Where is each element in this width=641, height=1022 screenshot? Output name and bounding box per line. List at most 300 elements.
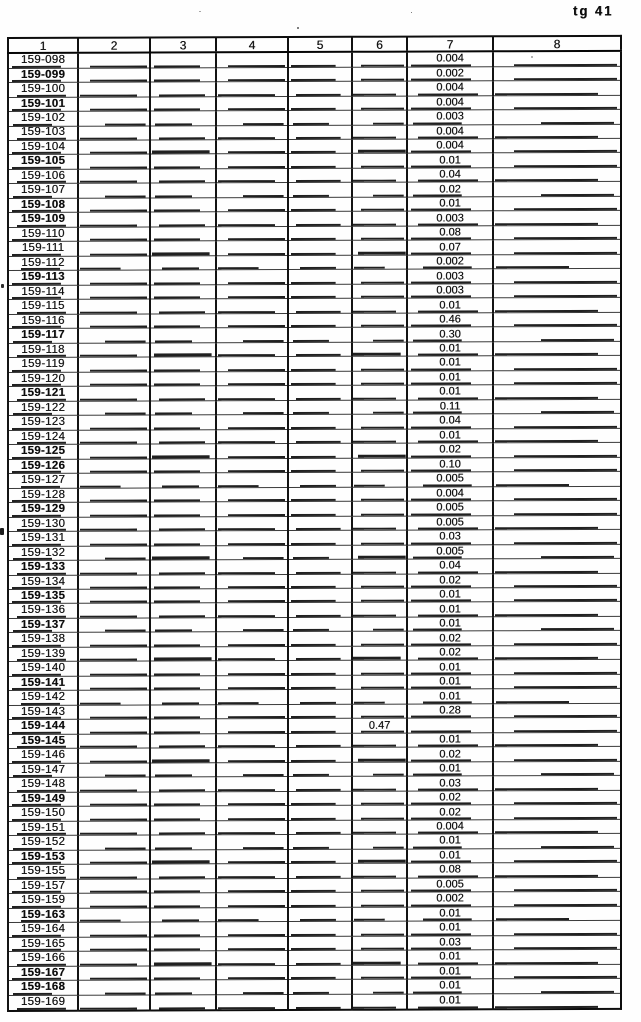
empty-cell bbox=[288, 357, 352, 372]
value-cell: 0.02 bbox=[407, 747, 493, 762]
empty-cell bbox=[352, 892, 407, 907]
empty-cell bbox=[493, 356, 621, 371]
empty-cell bbox=[352, 965, 407, 980]
empty-cell bbox=[150, 285, 216, 300]
empty-cell bbox=[216, 284, 288, 299]
empty-cell bbox=[216, 342, 288, 357]
empty-cell bbox=[493, 587, 621, 602]
empty-cell bbox=[352, 429, 407, 444]
empty-cell bbox=[216, 560, 288, 575]
empty-cell bbox=[78, 966, 150, 981]
value-cell: 0.005 bbox=[407, 544, 493, 559]
empty-cell bbox=[216, 140, 288, 155]
empty-cell bbox=[493, 515, 621, 530]
row-id-cell: 159-147 bbox=[8, 763, 78, 778]
empty-cell bbox=[288, 516, 352, 531]
empty-cell bbox=[78, 415, 150, 430]
empty-cell bbox=[493, 834, 621, 849]
empty-cell bbox=[493, 645, 621, 660]
empty-cell bbox=[150, 169, 216, 184]
empty-cell bbox=[288, 921, 352, 936]
scan-speck bbox=[199, 11, 201, 12]
row-id-cell: 159-168 bbox=[8, 980, 78, 995]
empty-cell bbox=[78, 632, 150, 647]
empty-cell bbox=[216, 820, 288, 835]
row-id-cell: 159-118 bbox=[8, 343, 78, 358]
column-header-4: 4 bbox=[216, 37, 288, 52]
empty-cell bbox=[150, 52, 216, 67]
empty-cell bbox=[288, 270, 352, 285]
empty-cell bbox=[352, 487, 407, 502]
value-cell: 0.01 bbox=[407, 950, 493, 965]
empty-cell bbox=[352, 298, 407, 313]
value-cell: 0.01 bbox=[407, 921, 493, 936]
value-cell: 0.02 bbox=[407, 182, 493, 197]
empty-cell bbox=[352, 96, 407, 111]
empty-cell bbox=[493, 935, 621, 950]
empty-cell bbox=[352, 67, 407, 82]
row-id-cell: 159-109 bbox=[8, 213, 78, 228]
empty-cell bbox=[352, 414, 407, 429]
empty-cell bbox=[78, 82, 150, 97]
row-id-cell: 159-143 bbox=[8, 705, 78, 720]
empty-cell bbox=[78, 517, 150, 532]
empty-cell bbox=[493, 993, 621, 1009]
value-cell: 0.04 bbox=[407, 559, 493, 574]
row-id-cell: 159-163 bbox=[8, 908, 78, 923]
row-id-cell: 159-151 bbox=[8, 821, 78, 836]
empty-cell bbox=[150, 487, 216, 502]
empty-cell bbox=[352, 154, 407, 169]
value-cell: 0.02 bbox=[407, 805, 493, 820]
empty-cell bbox=[78, 792, 150, 807]
value-cell: 0.003 bbox=[407, 211, 493, 226]
empty-cell bbox=[352, 139, 407, 154]
row-id-cell: 159-123 bbox=[8, 415, 78, 430]
empty-cell bbox=[78, 575, 150, 590]
value-cell: 0.02 bbox=[407, 443, 493, 458]
empty-cell bbox=[493, 602, 621, 617]
empty-cell bbox=[352, 863, 407, 878]
empty-cell bbox=[150, 227, 216, 242]
empty-cell bbox=[288, 96, 352, 111]
empty-cell bbox=[216, 168, 288, 183]
value-cell: 0.03 bbox=[407, 530, 493, 545]
empty-cell bbox=[216, 936, 288, 951]
empty-cell bbox=[216, 994, 288, 1010]
empty-cell bbox=[352, 183, 407, 198]
empty-cell bbox=[288, 226, 352, 241]
empty-cell bbox=[78, 937, 150, 952]
empty-cell bbox=[493, 920, 621, 935]
empty-cell bbox=[216, 646, 288, 661]
empty-cell bbox=[352, 994, 407, 1010]
value-cell: 0.07 bbox=[407, 240, 493, 255]
empty-cell bbox=[78, 502, 150, 517]
empty-cell bbox=[150, 531, 216, 546]
empty-cell bbox=[288, 110, 352, 125]
empty-cell bbox=[352, 501, 407, 516]
empty-cell bbox=[78, 430, 150, 445]
column-header-6: 6 bbox=[352, 37, 407, 52]
empty-cell bbox=[78, 531, 150, 546]
column-header-5: 5 bbox=[288, 37, 352, 52]
empty-cell bbox=[150, 458, 216, 473]
data-table bbox=[7, 35, 622, 1012]
row-id-cell: 159-125 bbox=[8, 444, 78, 459]
empty-cell bbox=[288, 748, 352, 763]
value-cell: 0.01 bbox=[407, 197, 493, 212]
empty-cell bbox=[78, 473, 150, 488]
empty-cell bbox=[216, 96, 288, 111]
empty-cell bbox=[78, 459, 150, 474]
empty-cell bbox=[352, 950, 407, 965]
empty-cell bbox=[216, 82, 288, 97]
row-id-cell: 159-102 bbox=[8, 111, 78, 126]
value-cell: 0.004 bbox=[407, 81, 493, 96]
empty-cell bbox=[493, 196, 621, 211]
empty-cell bbox=[352, 212, 407, 227]
empty-cell bbox=[150, 386, 216, 401]
value-cell: 0.01 bbox=[407, 385, 493, 400]
value-cell: 0.004 bbox=[407, 139, 493, 154]
empty-cell bbox=[150, 502, 216, 517]
value-cell: 0.005 bbox=[407, 472, 493, 487]
empty-cell bbox=[352, 979, 407, 994]
empty-cell bbox=[493, 500, 621, 515]
empty-cell bbox=[150, 849, 216, 864]
empty-cell bbox=[78, 734, 150, 749]
empty-cell bbox=[216, 777, 288, 792]
empty-cell bbox=[78, 198, 150, 213]
empty-cell bbox=[493, 370, 621, 385]
row-id-cell: 159-149 bbox=[8, 792, 78, 807]
empty-cell bbox=[288, 588, 352, 603]
value-cell: 0.02 bbox=[407, 573, 493, 588]
empty-cell bbox=[150, 314, 216, 329]
empty-cell bbox=[352, 733, 407, 748]
empty-cell bbox=[150, 67, 216, 82]
empty-cell bbox=[288, 371, 352, 386]
empty-cell bbox=[150, 922, 216, 937]
row-id-cell: 159-153 bbox=[8, 850, 78, 865]
empty-cell bbox=[352, 400, 407, 415]
table-row bbox=[8, 993, 621, 1011]
empty-cell bbox=[216, 965, 288, 980]
empty-cell bbox=[493, 443, 621, 458]
empty-cell bbox=[78, 661, 150, 676]
empty-cell bbox=[150, 545, 216, 560]
value-cell: 0.01 bbox=[407, 153, 493, 168]
empty-cell bbox=[288, 299, 352, 314]
empty-cell bbox=[78, 690, 150, 705]
empty-cell bbox=[150, 951, 216, 966]
value-cell: 0.004 bbox=[407, 51, 493, 66]
value-cell: 0.01 bbox=[407, 762, 493, 777]
value-cell: 0.28 bbox=[407, 704, 493, 719]
empty-cell bbox=[150, 690, 216, 705]
empty-cell bbox=[288, 458, 352, 473]
row-id-cell: 159-120 bbox=[8, 372, 78, 387]
empty-cell bbox=[352, 226, 407, 241]
row-id-cell: 159-137 bbox=[8, 618, 78, 633]
empty-cell bbox=[352, 921, 407, 936]
empty-cell bbox=[150, 603, 216, 618]
row-id-cell: 159-100 bbox=[8, 82, 78, 97]
empty-cell bbox=[150, 763, 216, 778]
empty-cell bbox=[288, 632, 352, 647]
empty-cell bbox=[216, 878, 288, 893]
value-cell: 0.10 bbox=[407, 457, 493, 472]
empty-cell bbox=[288, 443, 352, 458]
empty-cell bbox=[150, 270, 216, 285]
empty-cell bbox=[493, 689, 621, 704]
empty-cell bbox=[493, 761, 621, 776]
empty-cell bbox=[150, 241, 216, 256]
row-id-cell: 159-099 bbox=[8, 68, 78, 83]
empty-cell bbox=[288, 139, 352, 154]
empty-cell bbox=[352, 791, 407, 806]
empty-cell bbox=[78, 995, 150, 1011]
empty-cell bbox=[216, 415, 288, 430]
empty-cell bbox=[352, 284, 407, 299]
empty-cell bbox=[78, 212, 150, 227]
value-cell: 0.01 bbox=[407, 675, 493, 690]
empty-cell bbox=[493, 703, 621, 718]
empty-cell bbox=[352, 574, 407, 589]
empty-cell bbox=[78, 777, 150, 792]
value-cell: 0.01 bbox=[407, 602, 493, 617]
value-cell: 0.03 bbox=[407, 776, 493, 791]
value-cell: 0.02 bbox=[407, 791, 493, 806]
row-id-cell: 159-164 bbox=[8, 922, 78, 937]
empty-cell bbox=[288, 472, 352, 487]
value-cell: 0.002 bbox=[407, 255, 493, 270]
empty-cell bbox=[352, 632, 407, 647]
empty-cell bbox=[150, 429, 216, 444]
empty-cell bbox=[493, 906, 621, 921]
empty-cell bbox=[150, 936, 216, 951]
value-cell: 0.004 bbox=[407, 486, 493, 501]
empty-cell bbox=[493, 254, 621, 269]
empty-cell bbox=[150, 748, 216, 763]
empty-cell bbox=[150, 806, 216, 821]
row-id-cell: 159-167 bbox=[8, 966, 78, 981]
empty-cell bbox=[288, 603, 352, 618]
empty-cell bbox=[216, 111, 288, 126]
empty-cell bbox=[216, 502, 288, 517]
empty-cell bbox=[78, 140, 150, 155]
empty-cell bbox=[216, 357, 288, 372]
empty-cell bbox=[352, 342, 407, 357]
empty-cell bbox=[288, 52, 352, 67]
row-id-cell: 159-116 bbox=[8, 314, 78, 329]
empty-cell bbox=[352, 472, 407, 487]
row-id-cell: 159-140 bbox=[8, 662, 78, 677]
empty-cell bbox=[150, 705, 216, 720]
empty-cell bbox=[78, 68, 150, 83]
empty-cell bbox=[150, 516, 216, 531]
empty-cell bbox=[288, 559, 352, 574]
empty-cell bbox=[150, 980, 216, 995]
empty-cell bbox=[78, 835, 150, 850]
value-cell: 0.47 bbox=[352, 718, 407, 733]
empty-cell bbox=[150, 183, 216, 198]
empty-cell bbox=[78, 285, 150, 300]
empty-cell bbox=[493, 544, 621, 559]
empty-cell bbox=[150, 212, 216, 227]
empty-cell bbox=[493, 660, 621, 675]
empty-cell bbox=[78, 256, 150, 271]
empty-cell bbox=[288, 950, 352, 965]
empty-cell bbox=[78, 951, 150, 966]
empty-cell bbox=[493, 747, 621, 762]
value-cell: 0.01 bbox=[407, 689, 493, 704]
table-body bbox=[8, 51, 621, 1011]
empty-cell bbox=[78, 488, 150, 503]
value-cell: 0.003 bbox=[407, 110, 493, 125]
scan-speck bbox=[531, 56, 533, 58]
empty-cell bbox=[352, 559, 407, 574]
empty-cell bbox=[150, 256, 216, 271]
empty-cell bbox=[288, 429, 352, 444]
empty-cell bbox=[288, 255, 352, 270]
empty-cell bbox=[216, 690, 288, 705]
empty-cell bbox=[78, 357, 150, 372]
row-id-cell: 159-106 bbox=[8, 169, 78, 184]
empty-cell bbox=[150, 661, 216, 676]
value-cell: 0.01 bbox=[407, 298, 493, 313]
empty-cell bbox=[493, 211, 621, 226]
empty-cell bbox=[493, 109, 621, 124]
empty-cell bbox=[150, 400, 216, 415]
empty-cell bbox=[288, 849, 352, 864]
empty-cell bbox=[78, 154, 150, 169]
empty-cell bbox=[288, 675, 352, 690]
empty-cell bbox=[493, 51, 621, 67]
row-id-cell: 159-117 bbox=[8, 329, 78, 344]
empty-cell bbox=[288, 501, 352, 516]
value-cell: 0.01 bbox=[407, 906, 493, 921]
empty-cell bbox=[493, 674, 621, 689]
empty-cell bbox=[493, 341, 621, 356]
value-cell: 0.04 bbox=[407, 414, 493, 429]
empty-cell bbox=[150, 560, 216, 575]
empty-cell bbox=[288, 863, 352, 878]
empty-cell bbox=[216, 574, 288, 589]
empty-cell bbox=[493, 819, 621, 834]
empty-cell bbox=[352, 646, 407, 661]
empty-cell bbox=[352, 443, 407, 458]
value-cell: 0.01 bbox=[407, 617, 493, 632]
empty-cell bbox=[352, 125, 407, 140]
empty-cell bbox=[150, 415, 216, 430]
empty-cell bbox=[216, 632, 288, 647]
empty-cell bbox=[288, 820, 352, 835]
empty-cell bbox=[216, 52, 288, 67]
empty-cell bbox=[216, 748, 288, 763]
row-id-cell: 159-124 bbox=[8, 430, 78, 445]
empty-cell bbox=[216, 603, 288, 618]
empty-cell bbox=[150, 328, 216, 343]
empty-cell bbox=[78, 893, 150, 908]
empty-cell bbox=[288, 154, 352, 169]
row-id-cell: 159-098 bbox=[8, 53, 78, 68]
empty-cell bbox=[288, 936, 352, 951]
empty-cell bbox=[288, 241, 352, 256]
empty-cell bbox=[150, 734, 216, 749]
empty-cell bbox=[216, 473, 288, 488]
row-id-cell: 159-130 bbox=[8, 517, 78, 532]
row-id-cell: 159-165 bbox=[8, 937, 78, 952]
empty-cell bbox=[493, 414, 621, 429]
empty-cell bbox=[78, 676, 150, 691]
empty-cell bbox=[352, 762, 407, 777]
empty-cell bbox=[493, 182, 621, 197]
value-cell: 0.03 bbox=[407, 935, 493, 950]
empty-cell bbox=[352, 747, 407, 762]
scan-edge-mark bbox=[1, 284, 4, 288]
empty-cell bbox=[150, 574, 216, 589]
row-id-cell: 159-166 bbox=[8, 951, 78, 966]
empty-cell bbox=[288, 907, 352, 922]
empty-cell bbox=[352, 269, 407, 284]
empty-cell bbox=[288, 777, 352, 792]
empty-cell bbox=[493, 167, 621, 182]
empty-cell bbox=[150, 618, 216, 633]
value-cell: 0.002 bbox=[407, 66, 493, 81]
empty-cell bbox=[150, 125, 216, 140]
empty-cell bbox=[150, 821, 216, 836]
empty-cell bbox=[150, 198, 216, 213]
empty-cell bbox=[288, 979, 352, 994]
empty-cell bbox=[78, 372, 150, 387]
empty-cell bbox=[352, 834, 407, 849]
empty-cell bbox=[288, 183, 352, 198]
empty-cell bbox=[78, 864, 150, 879]
row-id-cell: 159-126 bbox=[8, 459, 78, 474]
value-cell: 0.01 bbox=[407, 342, 493, 357]
value-cell: 0.08 bbox=[407, 226, 493, 241]
empty-cell bbox=[352, 936, 407, 951]
empty-cell bbox=[288, 646, 352, 661]
column-header-2: 2 bbox=[78, 38, 150, 53]
empty-cell bbox=[288, 197, 352, 212]
empty-cell bbox=[78, 444, 150, 459]
empty-cell bbox=[78, 241, 150, 256]
value-cell: 0.46 bbox=[407, 313, 493, 328]
empty-cell bbox=[352, 255, 407, 270]
empty-cell bbox=[352, 197, 407, 212]
empty-cell bbox=[216, 719, 288, 734]
empty-cell bbox=[150, 893, 216, 908]
empty-cell bbox=[78, 589, 150, 604]
empty-cell bbox=[78, 748, 150, 763]
row-id-cell: 159-127 bbox=[8, 473, 78, 488]
empty-cell bbox=[78, 401, 150, 416]
empty-cell bbox=[216, 951, 288, 966]
value-cell: 0.004 bbox=[407, 124, 493, 139]
empty-cell bbox=[78, 53, 150, 68]
empty-cell bbox=[352, 689, 407, 704]
row-id-cell: 159-152 bbox=[8, 835, 78, 850]
empty-cell bbox=[493, 892, 621, 907]
empty-cell bbox=[216, 907, 288, 922]
empty-cell bbox=[150, 140, 216, 155]
row-id-cell: 159-155 bbox=[8, 864, 78, 879]
empty-cell bbox=[150, 96, 216, 111]
value-cell: 0.01 bbox=[407, 993, 493, 1009]
